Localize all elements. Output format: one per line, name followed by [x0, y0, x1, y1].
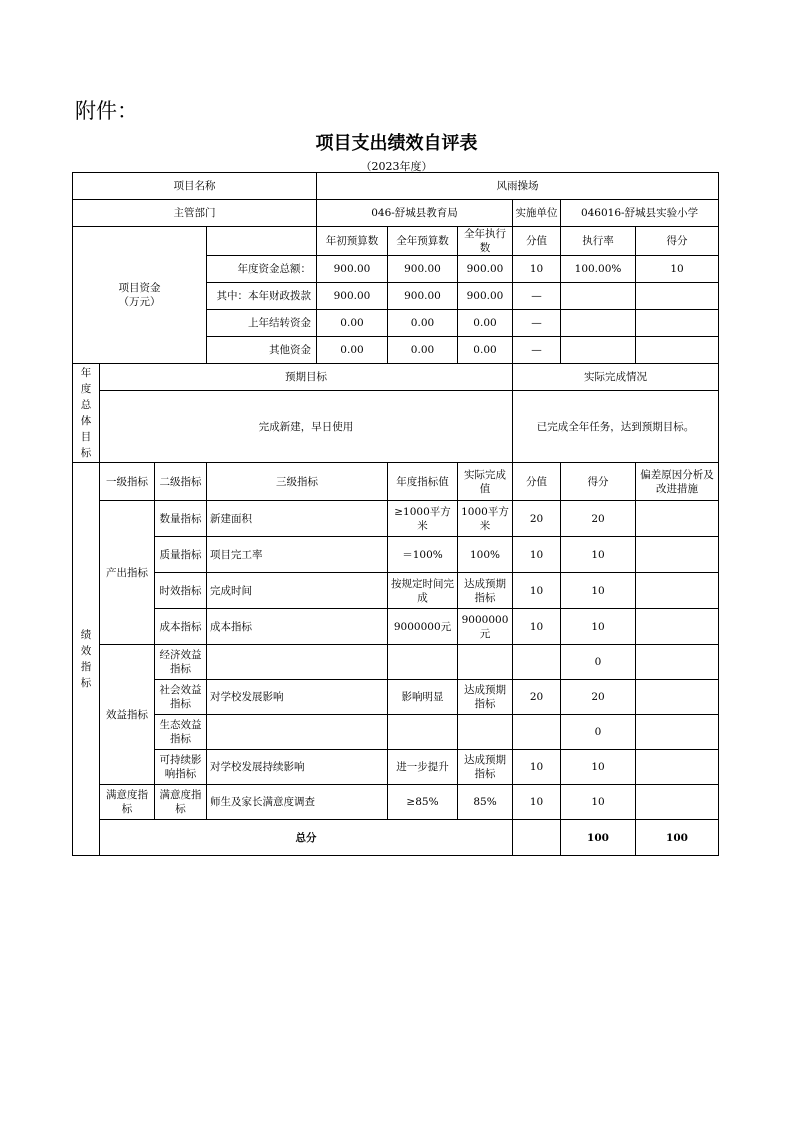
funds-header-blank	[207, 227, 317, 256]
funds-cell	[561, 337, 636, 364]
level3-indicator	[207, 645, 388, 680]
indicators-header-row	[73, 463, 719, 501]
weight-value: 10	[513, 750, 561, 785]
score-value: 0	[561, 715, 636, 750]
note-value	[636, 501, 719, 537]
project-name-label: 项目名称	[73, 173, 317, 200]
funds-section-label	[73, 227, 207, 364]
indicator-header: 三级指标	[207, 463, 388, 501]
score-value: 0	[561, 645, 636, 680]
indicator-row	[73, 785, 719, 820]
funds-row-label: 年度资金总额：	[207, 256, 317, 283]
actual-value: 达成预期指标	[458, 750, 513, 785]
score-value: 20	[561, 680, 636, 715]
weight-value: 10	[513, 609, 561, 645]
note-value	[636, 680, 719, 715]
unit-label: 实施单位	[513, 200, 561, 227]
score-value: 10	[561, 785, 636, 820]
target-value: 9000000元	[388, 609, 458, 645]
level3-indicator: 对学校发展影响	[207, 680, 388, 715]
actual-value: 达成预期指标	[458, 680, 513, 715]
score-value: 10	[561, 537, 636, 573]
dept-value: 046-舒城县教育局	[317, 200, 513, 227]
indicator-row	[73, 645, 719, 680]
funds-cell: 0.00	[317, 310, 388, 337]
project-name-row	[73, 173, 719, 200]
indicator-header: 分值	[513, 463, 561, 501]
funds-header: 得分	[636, 227, 719, 256]
funds-cell	[561, 283, 636, 310]
weight-value: 10	[513, 785, 561, 820]
unit-value: 046016-舒城县实验小学	[561, 200, 719, 227]
funds-header: 执行率	[561, 227, 636, 256]
target-value: 按规定时间完成	[388, 573, 458, 609]
indicator-header: 得分	[561, 463, 636, 501]
level2-indicator: 可持续影响指标	[155, 750, 207, 785]
funds-label-line1: 项目资金	[118, 282, 161, 294]
target-value	[388, 645, 458, 680]
funds-cell: 100.00%	[561, 256, 636, 283]
funds-cell: 0.00	[458, 310, 513, 337]
expected-goal-value: 完成新建，早日使用	[100, 391, 513, 463]
indicator-header: 一级指标	[100, 463, 155, 501]
actual-goal-label: 实际完成情况	[513, 364, 719, 391]
indicator-header: 年度指标值	[388, 463, 458, 501]
total-weight: 100	[561, 820, 636, 856]
funds-header: 全年预算数	[388, 227, 458, 256]
funds-cell: —	[513, 310, 561, 337]
indicator-row	[73, 750, 719, 785]
note-value	[636, 715, 719, 750]
level2-indicator: 社会效益指标	[155, 680, 207, 715]
level2-indicator: 生态效益指标	[155, 715, 207, 750]
page-title: 项目支出绩效自评表	[315, 133, 478, 154]
funds-cell: 900.00	[388, 283, 458, 310]
funds-row-label: 上年结转资金	[207, 310, 317, 337]
actual-value: 1000平方米	[458, 501, 513, 537]
total-score: 100	[636, 820, 719, 856]
score-value: 10	[561, 750, 636, 785]
actual-value	[458, 645, 513, 680]
funds-row-label: 其中：本年财政拨款	[207, 283, 317, 310]
level3-indicator	[207, 715, 388, 750]
level2-indicator: 满意度指标	[155, 785, 207, 820]
actual-value: 100%	[458, 537, 513, 573]
level1-indicator: 产出指标	[100, 501, 155, 645]
indicator-row	[73, 715, 719, 750]
level2-indicator: 成本指标	[155, 609, 207, 645]
funds-header-row	[73, 227, 719, 256]
level3-indicator: 对学校发展持续影响	[207, 750, 388, 785]
total-blank	[513, 820, 561, 856]
indicator-row	[73, 609, 719, 645]
funds-cell	[636, 310, 719, 337]
funds-header: 全年执行数	[458, 227, 513, 256]
expected-goal-label: 预期目标	[100, 364, 513, 391]
goals-section-label	[73, 364, 100, 463]
funds-cell: —	[513, 283, 561, 310]
funds-cell: 900.00	[388, 256, 458, 283]
weight-value: 10	[513, 573, 561, 609]
funds-cell: 900.00	[458, 283, 513, 310]
funds-row-label: 其他资金	[207, 337, 317, 364]
funds-cell: 0.00	[388, 337, 458, 364]
level3-indicator: 项目完工率	[207, 537, 388, 573]
level2-indicator: 数量指标	[155, 501, 207, 537]
funds-cell: —	[513, 337, 561, 364]
indicator-row	[73, 680, 719, 715]
funds-cell: 900.00	[317, 283, 388, 310]
indicator-row	[73, 573, 719, 609]
indicator-header: 实际完成值	[458, 463, 513, 501]
actual-value: 9000000元	[458, 609, 513, 645]
note-value	[636, 785, 719, 820]
weight-value: 20	[513, 501, 561, 537]
funds-cell	[636, 283, 719, 310]
funds-cell: 0.00	[458, 337, 513, 364]
level3-indicator: 完成时间	[207, 573, 388, 609]
funds-cell: 10	[513, 256, 561, 283]
attachment-label: 附件：	[75, 99, 138, 123]
indicator-row	[73, 501, 719, 537]
dept-label: 主管部门	[73, 200, 317, 227]
funds-cell	[561, 310, 636, 337]
weight-value: 20	[513, 680, 561, 715]
score-value: 20	[561, 501, 636, 537]
score-value: 10	[561, 609, 636, 645]
indicator-header: 二级指标	[155, 463, 207, 501]
note-value	[636, 537, 719, 573]
note-value	[636, 609, 719, 645]
indicators-section-text: 绩 效 指 标	[80, 629, 92, 689]
target-value: 进一步提升	[388, 750, 458, 785]
report-year: （2023年度）	[360, 160, 433, 173]
project-name-value: 风雨操场	[317, 173, 719, 200]
funds-cell: 0.00	[317, 337, 388, 364]
indicator-row	[73, 537, 719, 573]
level2-indicator: 质量指标	[155, 537, 207, 573]
note-value	[636, 573, 719, 609]
actual-value: 达成预期指标	[458, 573, 513, 609]
funds-label-line2: （万元）	[118, 296, 161, 308]
level1-indicator: 效益指标	[100, 645, 155, 785]
actual-value: 85%	[458, 785, 513, 820]
note-value	[636, 750, 719, 785]
funds-cell: 900.00	[458, 256, 513, 283]
target-value: ≥1000平方米	[388, 501, 458, 537]
funds-cell: 900.00	[317, 256, 388, 283]
indicators-section-label	[73, 463, 100, 856]
evaluation-table	[72, 172, 719, 856]
funds-cell: 0.00	[388, 310, 458, 337]
level3-indicator: 师生及家长满意度调查	[207, 785, 388, 820]
weight-value	[513, 715, 561, 750]
target-value: ＝100%	[388, 537, 458, 573]
level1-indicator: 满意度指标	[100, 785, 155, 820]
level3-indicator: 新建面积	[207, 501, 388, 537]
weight-value	[513, 645, 561, 680]
indicator-header: 偏差原因分析及改进措施	[636, 463, 719, 501]
level2-indicator: 经济效益指标	[155, 645, 207, 680]
actual-value	[458, 715, 513, 750]
note-value	[636, 645, 719, 680]
goals-header-row	[73, 364, 719, 391]
actual-goal-value: 已完成全年任务，达到预期目标。	[513, 391, 719, 463]
level2-indicator: 时效指标	[155, 573, 207, 609]
target-value: 影响明显	[388, 680, 458, 715]
target-value: ≥85%	[388, 785, 458, 820]
level3-indicator: 成本指标	[207, 609, 388, 645]
target-value	[388, 715, 458, 750]
funds-header: 分值	[513, 227, 561, 256]
weight-value: 10	[513, 537, 561, 573]
funds-header: 年初预算数	[317, 227, 388, 256]
funds-cell: 10	[636, 256, 719, 283]
score-value: 10	[561, 573, 636, 609]
funds-cell	[636, 337, 719, 364]
goals-row	[73, 391, 719, 463]
goals-section-text: 年 度 总 体 目 标	[80, 367, 92, 459]
total-label: 总分	[100, 820, 513, 856]
department-row	[73, 200, 719, 227]
total-row	[73, 820, 719, 856]
